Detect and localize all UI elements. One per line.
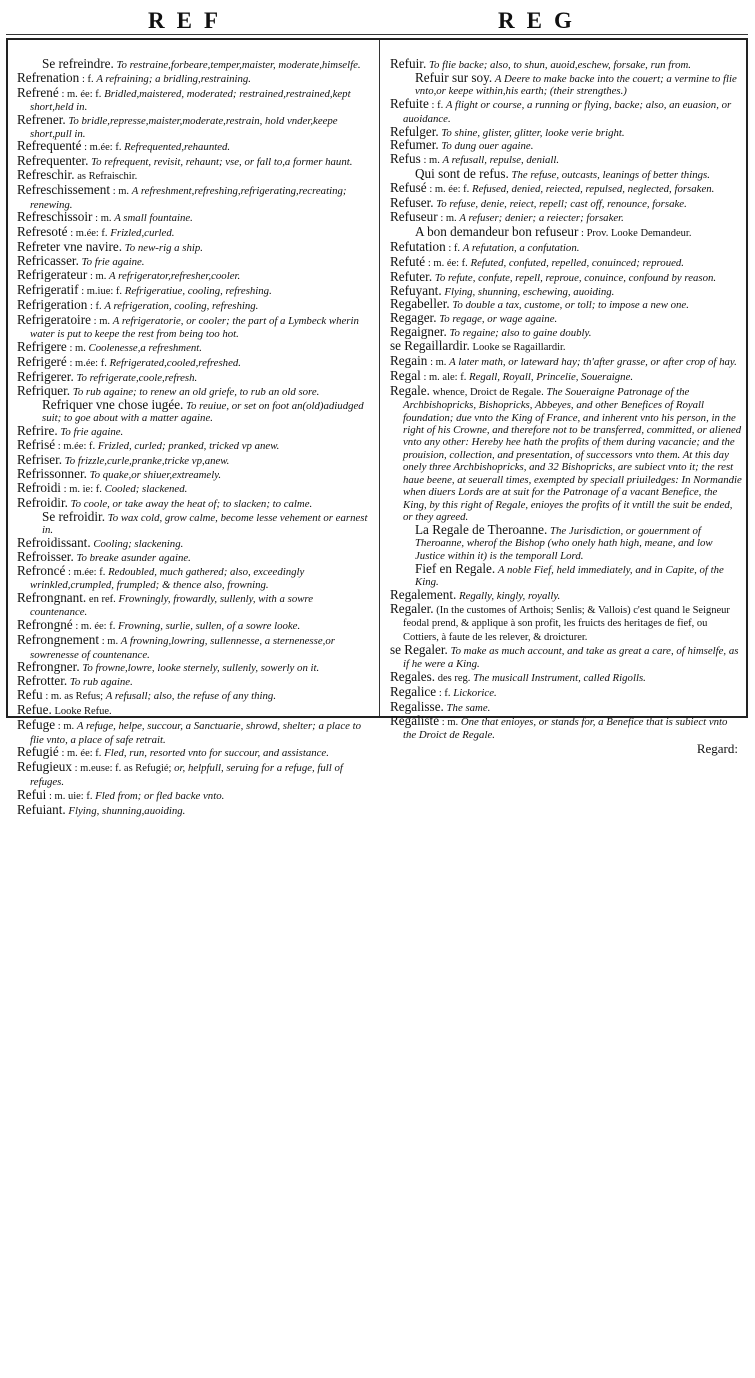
entry-definition: Frizled, curled; pranked, tricked vp anew. <box>97 439 280 452</box>
entry-headword: Refuyant. <box>390 282 442 298</box>
dictionary-entry <box>17 719 371 746</box>
dictionary-entry <box>390 668 742 685</box>
running-head-left: REF <box>148 8 230 33</box>
entry-definition: To regage, or wage againe. <box>439 313 558 326</box>
entry-grammar: : f. <box>90 300 102 312</box>
entry-definition: A refutation, a confutation. <box>462 241 580 254</box>
entry-headword: Qui sont de refus. <box>415 166 509 182</box>
entry-headword: Refus <box>390 151 421 167</box>
dictionary-entry <box>17 589 371 619</box>
entry-grammar: : m. uie: f. <box>49 790 93 802</box>
entry-definition: To rub againe; to renew an old griefe, to rub an old sore. <box>72 385 320 398</box>
entry-headword: se Regaillardir. <box>390 338 470 354</box>
entry-headword: Refrongnant. <box>17 589 87 605</box>
entry-headword: Refuiant. <box>17 801 66 817</box>
left-column <box>17 58 371 817</box>
entry-grammar: : m.ée: f. <box>69 358 107 370</box>
entry-headword: Refreter vne navire. <box>17 239 123 255</box>
entry-headword: Regabeller. <box>390 296 450 312</box>
dictionary-entry <box>402 168 742 181</box>
entry-grammar: : m. <box>69 343 86 355</box>
entry-definition: To coole, or take away the heat of; to slacken; to calme. <box>70 497 313 510</box>
entry-headword: Refrigere <box>17 339 67 355</box>
entry-headword: Regaler. <box>390 600 434 616</box>
entry-grammar: as Refraischir. <box>77 171 138 183</box>
entry-headword: Refrigeré <box>17 354 67 370</box>
entry-headword: Refroidissant. <box>17 534 91 550</box>
entry-grammar: : m. ée: f. <box>61 748 102 760</box>
dictionary-entry <box>17 184 371 211</box>
dictionary-entry <box>17 786 371 803</box>
entry-definition: A flight or course, a running or flying, backe; also, an euasion, or auoidance. <box>403 99 732 125</box>
running-head-right: REG <box>498 8 584 33</box>
entry-definition: Fled from; or fled backe vnto. <box>95 789 225 802</box>
entry-definition: To shine, glister, glitter, looke verie bright. <box>441 126 625 139</box>
entry-grammar: : m. ée: f. <box>429 184 470 196</box>
entry-grammar: : m. <box>95 213 112 225</box>
dictionary-entry <box>17 661 371 674</box>
entry-headword: Refrongnement <box>17 632 100 648</box>
entry-headword: Refuter. <box>390 268 433 284</box>
entry-headword: Refrongné <box>17 617 73 633</box>
entry-definition: The Jurisdiction, or gouernment of Theroanne, wherof the Bishop (who onely hath high, meane, and low Justice within it) is the temporall Lord. <box>415 524 713 562</box>
entry-definition: Fled, run, resorted vnto for succour, and assistance. <box>104 747 329 760</box>
entry-grammar: : m.euse: f. as Refugié; <box>74 763 172 775</box>
entry-headword: Se refroidir. <box>42 508 105 524</box>
dictionary-entry <box>402 521 742 562</box>
entry-definition: Regally, kingly, royally. <box>458 589 561 602</box>
entry-headword: Refulger. <box>390 123 439 139</box>
entry-grammar: (In the customes of Arthois; Senlis; & Vallois) c'est quand le Seigneur feodal prend, & applique à son profit, les fruicts des heritages de fief, ou Cottiers, à faute de les relever, & droicturer. <box>403 604 730 643</box>
entry-grammar: : m. <box>440 212 457 224</box>
entry-headword: Regale. <box>390 382 430 398</box>
entry-definition: A frowning,lowring, sullennesse, a sternenesse,or sowrenesse of countenance. <box>30 635 335 661</box>
entry-definition: Cooled; slackened. <box>104 482 188 495</box>
entry-definition: Refrigeratiue, cooling, refreshing. <box>124 285 272 297</box>
entry-definition: The Soueraigne Patronage of the Archbishopricks, Bishopricks, Abbeyes, and other Benefices of Royall foundation; due vnto the King of France, and inherent vnto his person, in the right of his Crowne, and therefore not to be transferred, committed, or aliened vnto any other: Hereby hee hath the profits of them during vacancie; and the prouision, collection, and presentation, of successors vnto them. At this day onely three Archbishopricks, and 32 Bishopricks, are subiect vnto it; the rest haue beene, at seuerall times, exempted by speciall priuiledges: In Normandie when diuers Lords are at suit for the Patronage of a vacant Benefice, the King, by this right of Regale, enioyes the profits of it vntill the suit be ended, or they agreed. <box>403 385 742 523</box>
entry-grammar: : m. ée: f. <box>75 621 116 633</box>
entry-grammar: : m.ée: f. <box>84 142 122 154</box>
entry-definition: To refuse, denie, reiect, repell; cast off, renounce, forsake. <box>436 198 687 211</box>
entry-headword: se Regaler. <box>390 642 448 658</box>
entry-definition: A refrigeratorie, or cooler; the part of a Lymbeck wherin water is put to keepe the rest from being too hot. <box>30 314 359 341</box>
entry-definition: To reuiue, or set on foot an(old)adiudged suit; to goe about with a matter againe. <box>42 399 364 425</box>
entry-headword: Refroncé <box>17 562 66 578</box>
entry-grammar: : f. <box>438 687 451 699</box>
entry-definition: To rub againe. <box>69 676 133 689</box>
entry-definition: A refusall; also, the refuse of any thing. <box>105 690 277 703</box>
dictionary-entry <box>402 69 742 98</box>
entry-definition: Refused, denied, reiected, repulsed, neglected, forsaken. <box>471 183 715 196</box>
entry-grammar: : m. ée: f. <box>61 88 102 100</box>
entry-headword: Refroisser. <box>17 548 74 564</box>
entry-headword: Refuser. <box>390 195 434 211</box>
entry-headword: Refreschissoir <box>17 209 93 225</box>
entry-headword: Regal <box>390 367 421 383</box>
dictionary-entry <box>390 712 742 742</box>
entry-definition: To bridle,represse,maister,moderate,restrain, hold vnder,keepe short,pull in. <box>30 115 338 140</box>
entry-grammar: : m.ée: f. <box>57 440 96 452</box>
entry-definition: A refrigeration, cooling, refreshing. <box>104 299 259 312</box>
dictionary-entry <box>402 223 742 240</box>
entry-headword: La Regale de Theroanne. <box>415 521 548 537</box>
dictionary-entry <box>17 761 371 788</box>
dictionary-entry <box>17 562 371 592</box>
entry-headword: Refroidir. <box>17 494 68 510</box>
entry-headword: Refumer. <box>390 137 439 153</box>
entry-definition: To refrequent, revisit, rehaunt; vse, or fall to,a former haunt. <box>91 156 353 169</box>
entry-definition: To refrigerate,coole,refresh. <box>76 371 198 384</box>
entry-definition: To quake,or shiuer,extreamely. <box>89 468 222 481</box>
entry-grammar: : m. <box>57 721 75 733</box>
entry-definition: Frizled,curled. <box>110 227 175 240</box>
entry-headword: Refu <box>17 687 43 703</box>
entry-headword: Regalice <box>390 683 437 699</box>
entry-headword: Fief en Regale. <box>415 560 496 576</box>
dictionary-entry <box>17 436 371 453</box>
entry-headword: Se refreindre. <box>42 56 114 71</box>
entry-definition: Cooling; slackening. <box>93 537 184 550</box>
entry-grammar: : m. <box>441 716 459 728</box>
entry-headword: Refuge <box>17 717 56 733</box>
entry-headword: Regales. <box>390 668 436 684</box>
entry-definition: Lickorice. <box>453 686 497 699</box>
entry-headword: Refrire. <box>17 423 58 439</box>
dictionary-entry <box>390 698 742 714</box>
entry-definition: The same. <box>446 701 491 714</box>
entry-grammar: des reg. <box>437 672 471 684</box>
entry-definition: Frowning, surlie, sullen, of a sowre looke. <box>118 620 301 633</box>
dictionary-entry <box>390 268 742 284</box>
dictionary-entry <box>390 382 742 523</box>
entry-definition: A refrigerator,refresher,cooler. <box>109 270 241 283</box>
entry-grammar: : f. <box>81 73 94 85</box>
entry-definition: To frowne,lowre, looke sternely, sullenly, sowerly on it. <box>82 662 320 675</box>
entry-headword: A bon demandeur bon refuseur <box>415 223 579 239</box>
dictionary-entry <box>390 197 742 210</box>
entry-definition: A noble Fief, held immediately, and in Capite, of the King. <box>415 563 724 588</box>
dictionary-entry <box>17 114 371 140</box>
entry-grammar: : m.ée: f. <box>68 566 106 578</box>
entry-grammar: : m.ée: f. <box>70 228 108 240</box>
dictionary-entry <box>390 182 742 196</box>
dictionary-entry <box>390 644 742 670</box>
entry-headword: Refreschir. <box>17 167 75 183</box>
entry-headword: Refroidi <box>17 479 61 495</box>
entry-definition: To refute, confute, repell, reproue, conuince, confound by reason. <box>434 271 717 284</box>
entry-grammar: Looke se Ragaillardir. <box>472 342 566 354</box>
dictionary-entry <box>29 396 371 425</box>
entry-definition: To flie backe; also, to shun, auoid,eschew, forsake, run from. <box>428 59 691 71</box>
entry-grammar: : m. <box>90 271 107 283</box>
entry-grammar: : m. <box>93 315 111 327</box>
dictionary-entry <box>390 367 742 384</box>
entry-headword: Refugié <box>17 744 59 760</box>
entry-definition: To regaine; also to gaine doubly. <box>449 327 592 340</box>
entry-headword: Refutation <box>390 238 446 254</box>
entry-headword: Refreschissement <box>17 182 111 198</box>
dictionary-entry <box>390 253 742 270</box>
entry-definition: To frie againe. <box>60 426 124 439</box>
dictionary-entry <box>390 298 742 311</box>
entry-grammar: : m. ée: f. <box>427 257 468 269</box>
dictionary-entry <box>390 600 742 644</box>
entry-headword: Refriquer vne chose iugée. <box>42 396 184 412</box>
entry-headword: Refriquer. <box>17 382 71 398</box>
dictionary-entry <box>390 238 742 255</box>
entry-definition: Coolenesse,a refreshment. <box>88 342 202 355</box>
entry-grammar: : m. <box>112 186 130 198</box>
entry-headword: Regager. <box>390 310 437 326</box>
entry-headword: Refrenation <box>17 69 80 85</box>
entry-headword: Refugieux <box>17 759 72 775</box>
dictionary-entry <box>390 123 742 139</box>
dictionary-entry <box>17 341 371 355</box>
entry-headword: Refrigeration <box>17 296 88 312</box>
entry-headword: Refui <box>17 786 47 802</box>
right-column <box>390 58 742 756</box>
entry-headword: Refrisé <box>17 436 56 452</box>
entry-definition: To frizzle,curle,pranke,tricke vp,anew. <box>64 454 230 467</box>
dictionary-entry <box>29 58 371 71</box>
entry-definition: To new-rig a ship. <box>124 242 203 255</box>
entry-grammar: en ref. <box>88 593 116 605</box>
dictionary-entry <box>17 84 371 114</box>
entry-grammar: : m. <box>430 357 447 369</box>
dictionary-entry <box>17 704 371 718</box>
entry-definition: To dung ouer againe. <box>441 140 534 153</box>
dictionary-entry <box>17 801 371 817</box>
entry-definition: A refuge, helpe, succour, a Sanctuarie, shrowd, shelter; a place to flie vnto, a place of safe retrait. <box>30 720 362 746</box>
entry-headword: Refrongner. <box>17 659 80 675</box>
entry-definition: Bridled,maistered, moderated; restrained,restrained,kept short,held in. <box>30 87 351 114</box>
entry-grammar: : m. as Refus; <box>45 691 104 703</box>
dictionary-entry <box>17 425 371 438</box>
entry-definition: Redoubled, much gathered; also, exceedingly wrinkled,crumpled, frumpled; & thence also, frowning. <box>30 565 305 592</box>
dictionary-entry <box>17 689 371 703</box>
dictionary-entry <box>17 465 371 481</box>
entry-headword: Refrigerateur <box>17 267 88 283</box>
entry-definition: To restraine,forbeare,temper,maister, moderate,himselfe. <box>116 59 361 71</box>
entry-headword: Refusé <box>390 180 427 196</box>
entry-definition: Refuted, confuted, repelled, conuinced; reproued. <box>470 256 684 269</box>
entry-definition: A refraining; a bridling,restraining. <box>96 72 251 85</box>
entry-headword: Refuseur <box>390 208 438 224</box>
entry-headword: Refuir sur soy. <box>415 69 493 85</box>
entry-grammar: : m. ale: f. <box>423 371 467 383</box>
entry-grammar: Looke Refue. <box>54 706 112 718</box>
dictionary-entry <box>17 311 371 341</box>
entry-headword: Refrigeratoire <box>17 311 91 327</box>
entry-definition: Refrigerated,cooled,refreshed. <box>109 357 241 370</box>
entry-definition: A refusall, repulse, deniall. <box>442 154 560 167</box>
entry-definition: To make as much account, and take as great a care, of himselfe, as if he were a King. <box>403 645 739 670</box>
entry-definition: A small fountaine. <box>114 212 193 225</box>
entry-grammar: : m.iue: f. <box>81 286 123 297</box>
dictionary-entry <box>17 634 371 661</box>
entry-grammar: : m. <box>423 155 440 167</box>
column-divider <box>379 40 380 716</box>
entry-definition: A Deere to make backe into the couert; a vermine to flie vnto,or keepe within,his earth; (their strengthes.) <box>415 72 737 98</box>
entry-definition: Regall, Royall, Princelie, Soueraigne. <box>469 370 634 383</box>
entry-definition: The musicall Instrument, called Rigolls. <box>473 671 646 684</box>
dictionary-entry <box>390 586 742 602</box>
entry-headword: Refrotter. <box>17 673 68 689</box>
entry-definition: To breake asunder againe. <box>76 551 191 564</box>
header-rule <box>6 34 748 35</box>
entry-headword: Regain <box>390 353 428 369</box>
entry-definition: Flying, shunning,auoiding. <box>68 804 186 817</box>
entry-headword: Refricasser. <box>17 253 79 269</box>
dictionary-entry <box>17 548 371 564</box>
entry-headword: Refuite <box>390 96 429 112</box>
entry-definition: One that enioyes, or stands for, a Benefice that is subiect vnto the Droict de Regale. <box>403 715 728 741</box>
entry-headword: Refuir. <box>390 56 427 71</box>
entry-headword: Regaliste <box>390 712 440 728</box>
entry-definition: Flying, shunning, eschewing, auoiding. <box>444 285 615 298</box>
dictionary-entry <box>402 560 742 589</box>
entry-headword: Refue. <box>17 702 52 718</box>
entry-grammar: : f. <box>448 242 461 254</box>
entry-grammar: : Prov. Looke Demandeur. <box>581 227 692 239</box>
dictionary-entry <box>17 479 371 496</box>
dictionary-entry <box>390 139 742 152</box>
entry-definition: To wax cold, grow calme, become lesse vehement or earnest in. <box>42 511 368 536</box>
dictionary-entry <box>29 508 371 537</box>
entry-headword: Refresoté <box>17 224 68 240</box>
entry-headword: Regaigner. <box>390 324 447 340</box>
dictionary-entry <box>17 69 371 86</box>
entry-headword: Refrener. <box>17 112 66 128</box>
entry-grammar: : m. ie: f. <box>63 483 102 495</box>
entry-grammar: : m. <box>101 636 119 648</box>
entry-definition: To double a tax, custome, or toll; to impose a new one. <box>452 299 689 312</box>
entry-definition: A refreshment,refreshing,refrigerating,recreating; renewing. <box>30 185 347 211</box>
dictionary-entry <box>390 98 742 125</box>
dictionary-entry <box>17 675 371 688</box>
entry-definition: Refrequented,rehaunted. <box>124 141 231 154</box>
catchword: Regard: <box>696 741 738 757</box>
entry-definition: or, helpfull, seruing for a refuge, full of refuges. <box>30 762 343 788</box>
entry-headword: Regalisse. <box>390 698 444 714</box>
entry-grammar: : f. <box>431 100 444 112</box>
dictionary-entry <box>390 340 742 354</box>
dictionary-entry <box>17 211 371 225</box>
entry-definition: A refuser; denier; a reiecter; forsaker. <box>459 211 624 224</box>
entry-headword: Refrigerer. <box>17 368 74 384</box>
entry-headword: Refrissonner. <box>17 465 87 481</box>
entry-headword: Regalement. <box>390 586 457 602</box>
entry-definition: Frowningly, frowardly, sullenly, with a sowre countenance. <box>30 592 314 619</box>
entry-definition: A later math, or lateward hay; th'after grasse, or after crop of hay. <box>449 356 737 369</box>
entry-definition: To frie againe. <box>81 256 145 269</box>
entry-headword: Refrequenter. <box>17 153 89 169</box>
dictionary-entry <box>390 355 742 369</box>
entry-grammar: whence, Droict de Regale. <box>432 386 544 398</box>
entry-headword: Refriser. <box>17 451 63 467</box>
entry-headword: Refrequenté <box>17 138 82 154</box>
entry-headword: Refrené <box>17 84 59 100</box>
entry-definition: The refuse, outcasts, leanings of better things. <box>511 169 710 182</box>
entry-headword: Refrigeratif <box>17 282 79 297</box>
entry-headword: Refuté <box>390 253 426 269</box>
